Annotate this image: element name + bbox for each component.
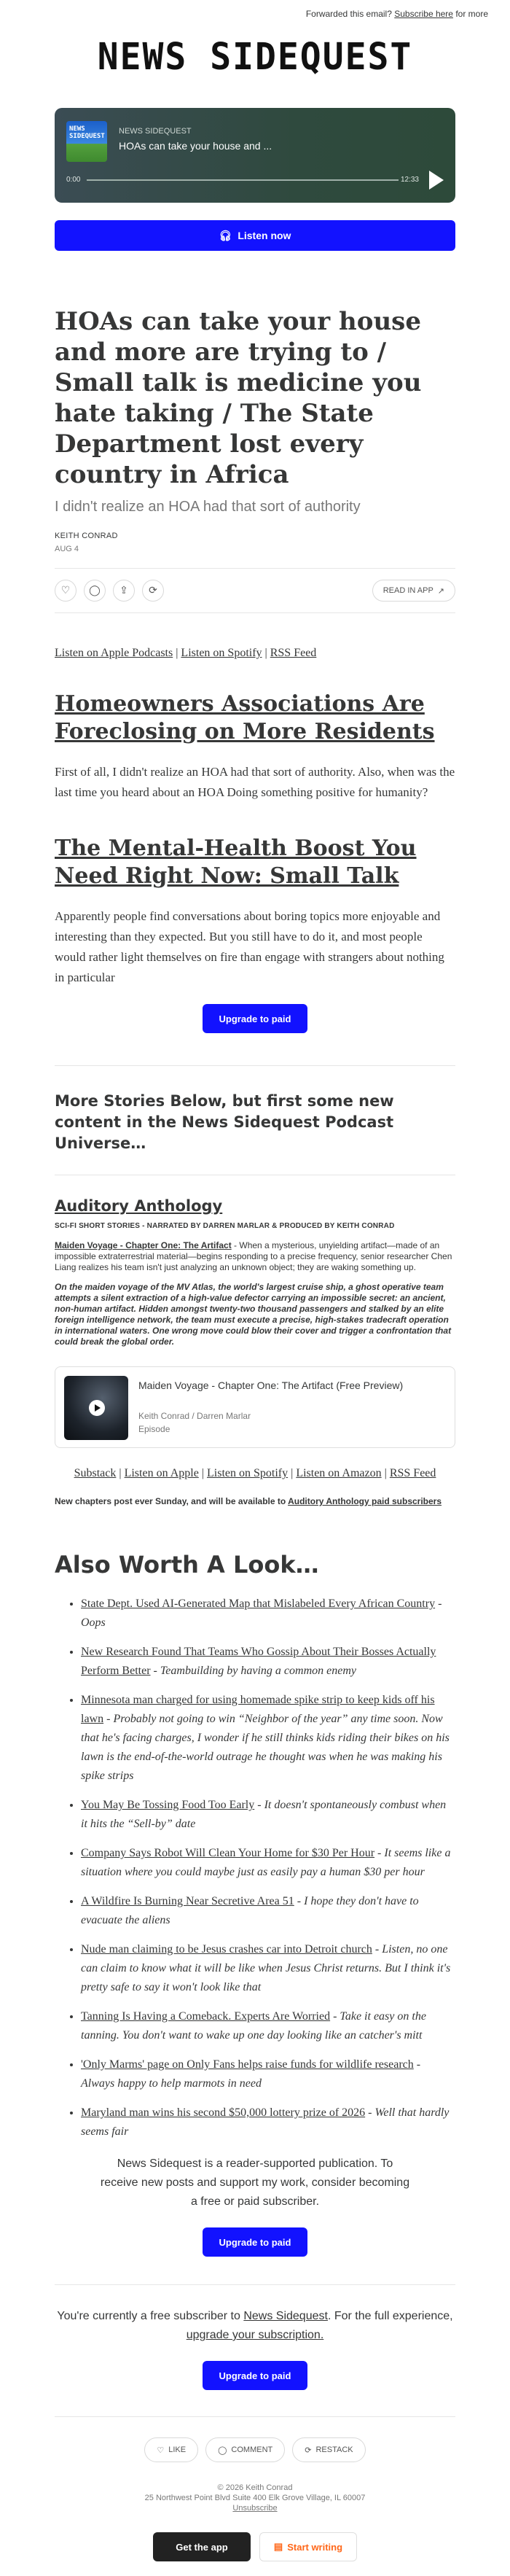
list-item: • Minnesota man charged for using homemade spike strip to keep kids off his lawn - Probably not going to win “Neighbor of the year” any time soon. Now that he's facing charges, I wonder if he still thinks kids riding their bikes on his lawn is the end-of-the-world outrage he thought was when he was making his spike strips [81,1691,455,1786]
subscribe-link[interactable]: Subscribe here [394,9,453,19]
listen-apple-link[interactable]: Listen on Apple [124,1467,199,1479]
get-the-app-button[interactable] [153,2532,251,2561]
post-title[interactable]: HOAs can take your house and more are trying to / Small talk is medicine you hate taking / The State Department lost every country in Africa [55,307,422,489]
comment-icon: ◯ [218,2445,227,2455]
divider [55,1065,455,1066]
player-time-start: 0:00 [66,176,81,184]
chapters-note [55,1496,455,1507]
episode-play-icon[interactable] [89,1400,105,1416]
app-cta-row [55,2532,455,2561]
list-item: • A Wildfire Is Burning Near Secretive Area 51 - I hope they don't have to evacuate the aliens [81,1892,455,1930]
list-item: • Tanning Is Having a Comeback. Experts Are Worried - Take it easy on the tanning. You don't want to wake up one day looking like an catcher's mitt [81,2007,455,2045]
comment-label: COMMENT [231,2445,273,2454]
upgrade-button-1[interactable] [203,1004,307,1033]
play-icon[interactable] [429,171,444,190]
story-list [55,1595,455,2141]
promo-heading: More Stories Below, but first some new content in the News Sidequest Podcast Universe… [55,1092,394,1152]
story-link[interactable]: Tanning Is Having a Comeback. Experts Are Worried [81,2010,331,2023]
also-worth-heading: Also Worth A Look… [55,1551,319,1579]
list-item: • 'Only Marms' page on Only Fans helps raise funds for wildlife research - Always happy to help marmots in need [81,2055,455,2093]
free-sub-prefix: You're currently a free subscriber to [57,2310,244,2322]
story-comment: Teambuilding by having a common enemy [160,1665,356,1677]
copyright: © 2026 Keith Conrad [217,2483,293,2492]
podcast-thumbnail [66,121,107,162]
heart-icon: ♡ [157,2445,165,2455]
upgrade-label-3: Upgrade to paid [219,2370,291,2381]
forwarded-prefix: Forwarded this email? [305,9,392,19]
story-link[interactable]: State Dept. Used AI-Generated Map that Mislabeled Every African Country [81,1598,436,1610]
story-link[interactable]: 'Only Marms' page on Only Fans helps raise funds for wildlife research [81,2058,414,2071]
section1-heading[interactable]: Homeowners Associations Are Foreclosing on More Residents [55,691,435,744]
list-item: • Company Says Robot Will Clean Your Home for $30 Per Hour - It seems like a situation where you could maybe just as easily pay a human $30 per hour [81,1844,455,1882]
spotify-link[interactable]: Listen on Spotify [181,647,262,659]
story-link[interactable]: A Wildfire Is Burning Near Secretive Area 51 [81,1895,294,1907]
heart-icon[interactable]: ♡ [55,580,76,602]
like-label: LIKE [168,2445,187,2454]
player-title: HOAs can take your house and ... [119,140,272,152]
thumbnail-text: NEWS SIDEQUEST [69,125,105,140]
share-icon[interactable]: ⇪ [113,580,135,602]
story-link[interactable]: Minnesota man charged for using homemade spike strip to keep kids off his lawn [81,1694,435,1725]
restack-button[interactable] [292,2437,365,2462]
story-comment: I hope they don't have to evacuate the aliens [81,1895,419,1926]
headphones-icon: 🎧︎ [219,229,232,241]
comment-icon[interactable]: ◯ [84,580,106,602]
story-comment: Always happy to help marmots in need [81,2077,262,2090]
auditory-anthology-heading[interactable]: Auditory Anthology [55,1197,223,1215]
upgrade-button-3[interactable] [203,2361,307,2390]
podcast-links: Listen on Apple Podcasts | Listen on Spotify | RSS Feed [55,647,317,659]
like-button[interactable] [144,2437,198,2462]
anthology-links: Substack | Listen on Apple | Listen on Spotify | Listen on Amazon | RSS Feed [74,1467,436,1479]
comment-button[interactable] [205,2437,285,2462]
anthology-rss-link[interactable]: RSS Feed [389,1467,436,1479]
post-actions-bar [55,568,455,613]
support-text: News Sidequest is a reader-supported publication. To receive new posts and support my work, consider becoming a free or paid subscriber. [100,2157,410,2208]
substack-link[interactable]: Substack [74,1467,117,1479]
read-in-app-label: READ IN APP [382,586,434,595]
story-link[interactable]: New Research Found That Teams Who Gossip About Their Bosses Actually Perform Better [81,1646,436,1677]
restack-label: RESTACK [315,2445,353,2454]
footer-actions [55,2437,455,2462]
episode-card-title: Maiden Voyage - Chapter One: The Artifact (Free Preview) [138,1380,404,1391]
upgrade-label-1: Upgrade to paid [219,1013,291,1024]
publication-link[interactable]: News Sidequest [243,2310,328,2322]
episode-artwork [64,1376,128,1440]
episode-desc-text: - When a mysterious, unyielding artifact—made of an impossible extraterrestrial material—begins responding to a precise frequency, senior researcher Chen Liang realizes his team isn't just analyzing an unknown object; they are waking something up. [55,1240,452,1272]
story-comment: It doesn't spontaneously combust when it hits the “Sell-by” date [81,1799,447,1830]
free-subscriber-note [55,2307,455,2345]
listen-now-label: Listen now [238,230,291,241]
story-link[interactable]: Maryland man wins his second $50,000 lottery prize of 2026 [81,2106,366,2119]
story-link[interactable]: Nude man claiming to be Jesus crashes car into Detroit church [81,1943,372,1956]
list-item: • Maryland man wins his second $50,000 lottery prize of 2026 - Well that hardly seems fair [81,2104,455,2141]
story-comment: It seems like a situation where you could maybe just as easily pay a human $30 per hour [81,1847,451,1878]
forwarded-notice [0,0,510,22]
divider [55,2416,455,2417]
upgrade-button-2[interactable] [203,2227,307,2257]
rss-feed-link[interactable]: RSS Feed [270,647,317,659]
publication-logo[interactable] [0,22,510,108]
restack-icon[interactable]: ⟳ [142,580,164,602]
start-writing-label: Start writing [287,2541,343,2553]
listen-now-button[interactable] [55,220,455,251]
listen-spotify-link[interactable]: Listen on Spotify [207,1467,289,1479]
get-app-label: Get the app [176,2541,228,2553]
list-item: • New Research Found That Teams Who Gossip About Their Bosses Actually Perform Better - Teambuilding by having a common enemy [81,1643,455,1681]
story-comment: Listen, no one can claim to know what it will be like when Jesus Christ returns. But I think it's pretty safe to say it won't look like that [81,1943,451,1993]
story-comment: Probably not going to win “Neighbor of the year” any time soon. Now that he's facing charges, I wonder if he still thinks kids riding their bikes on his lawn is the end-of-the-world outrage he thought was when he was making his spike strips [81,1713,450,1782]
story-comment: Oops [81,1616,106,1629]
post-subtitle: I didn't realize an HOA had that sort of authority [55,499,361,515]
restack-icon: ⟳ [305,2445,312,2455]
episode-description [55,1240,455,1273]
story-link[interactable]: You May Be Tossing Food Too Early [81,1799,255,1811]
external-arrow-icon: ↗ [437,586,444,596]
post-author[interactable]: KEITH CONRAD [55,532,118,540]
free-sub-middle: . For the full experience, [327,2310,453,2322]
episode-synopsis: On the maiden voyage of the MV Atlas, the world's largest cruise ship, a ghost operative team attempts a silent extraction of a high-value defector carrying an impossible secret: an ancient, non-human artifact. Hidden amongst twenty-two thousand passengers and stalked by an elite foreign intelligence network, the team must execute a precise, high-stakes tradecraft operation in international waters. One wrong move could blow their cover and trigger a confrontation that could break the global order. [55,1282,452,1347]
list-item: • State Dept. Used AI-Generated Map that Mislabeled Every African Country - Oops [81,1595,455,1633]
read-in-app-button[interactable] [372,580,455,602]
substack-logo-icon: ▤ [273,2541,283,2552]
player-time-end: 12:33 [400,176,419,184]
story-link[interactable]: Company Says Robot Will Clean Your Home for $30 Per Hour [81,1847,375,1859]
divider [55,2284,455,2285]
progress-bar[interactable] [87,179,399,181]
section2-heading[interactable]: The Mental-Health Boost You Need Right Now: Small Talk [55,836,417,889]
logo-text: NEWS SIDEQUEST [97,35,413,79]
upgrade-subscription-link[interactable]: upgrade your subscription. [186,2329,324,2341]
unsubscribe-link[interactable]: Unsubscribe [232,2504,278,2513]
paid-subscribers-link[interactable]: Auditory Anthology paid subscribers [288,1496,442,1506]
list-item: • You May Be Tossing Food Too Early - It doesn't spontaneously combust when it hits the “Sell-by” date [81,1796,455,1834]
player-publication: NEWS SIDEQUEST [119,127,192,136]
footer-info [55,2483,455,2513]
story-comment: Well that hardly seems fair [81,2106,450,2138]
post-date: AUG 4 [55,545,79,553]
listen-amazon-link[interactable]: Listen on Amazon [296,1467,382,1479]
forwarded-suffix: for more [455,9,488,19]
audio-player[interactable] [55,108,455,203]
section2-body: Apparently people find conversations about boring topics more enjoyable and interesting than they expected. But you still have to do it, and most people would rather light themselves on fire than engage with strangers about nothing in particular [55,909,444,984]
episode-card-kind: Episode [138,1424,170,1434]
list-item: • Nude man claiming to be Jesus crashes car into Detroit church - Listen, no one can claim to know what it will be like when Jesus Christ returns. But I think it's pretty safe to say it won't look like that [81,1940,455,1997]
chapters-text: New chapters post ever Sunday, and will be available to [55,1496,289,1506]
upgrade-label-2: Upgrade to paid [219,2236,291,2248]
episode-card[interactable] [55,1366,455,1448]
episode-link[interactable]: Maiden Voyage - Chapter One: The Artifact [55,1240,232,1250]
anthology-credits: SCI-FI SHORT STORIES - NARRATED BY DARREN MARLAR & PRODUCED BY KEITH CONRAD [55,1222,395,1230]
story-comment: Take it easy on the tanning. You don't want to wake up one day looking like an catcher's mitt [81,2010,426,2042]
episode-card-authors: Keith Conrad / Darren Marlar [138,1411,251,1421]
start-writing-button[interactable] [259,2532,357,2561]
apple-podcasts-link[interactable]: Listen on Apple Podcasts [55,647,173,659]
section1-body: First of all, I didn't realize an HOA had that sort of authority. Also, when was the last time you heard about an HOA Doing something positive for humanity? [55,765,455,799]
mailing-address: 25 Northwest Point Blvd Suite 400 Elk Grove Village, IL 60007 [144,2494,366,2502]
